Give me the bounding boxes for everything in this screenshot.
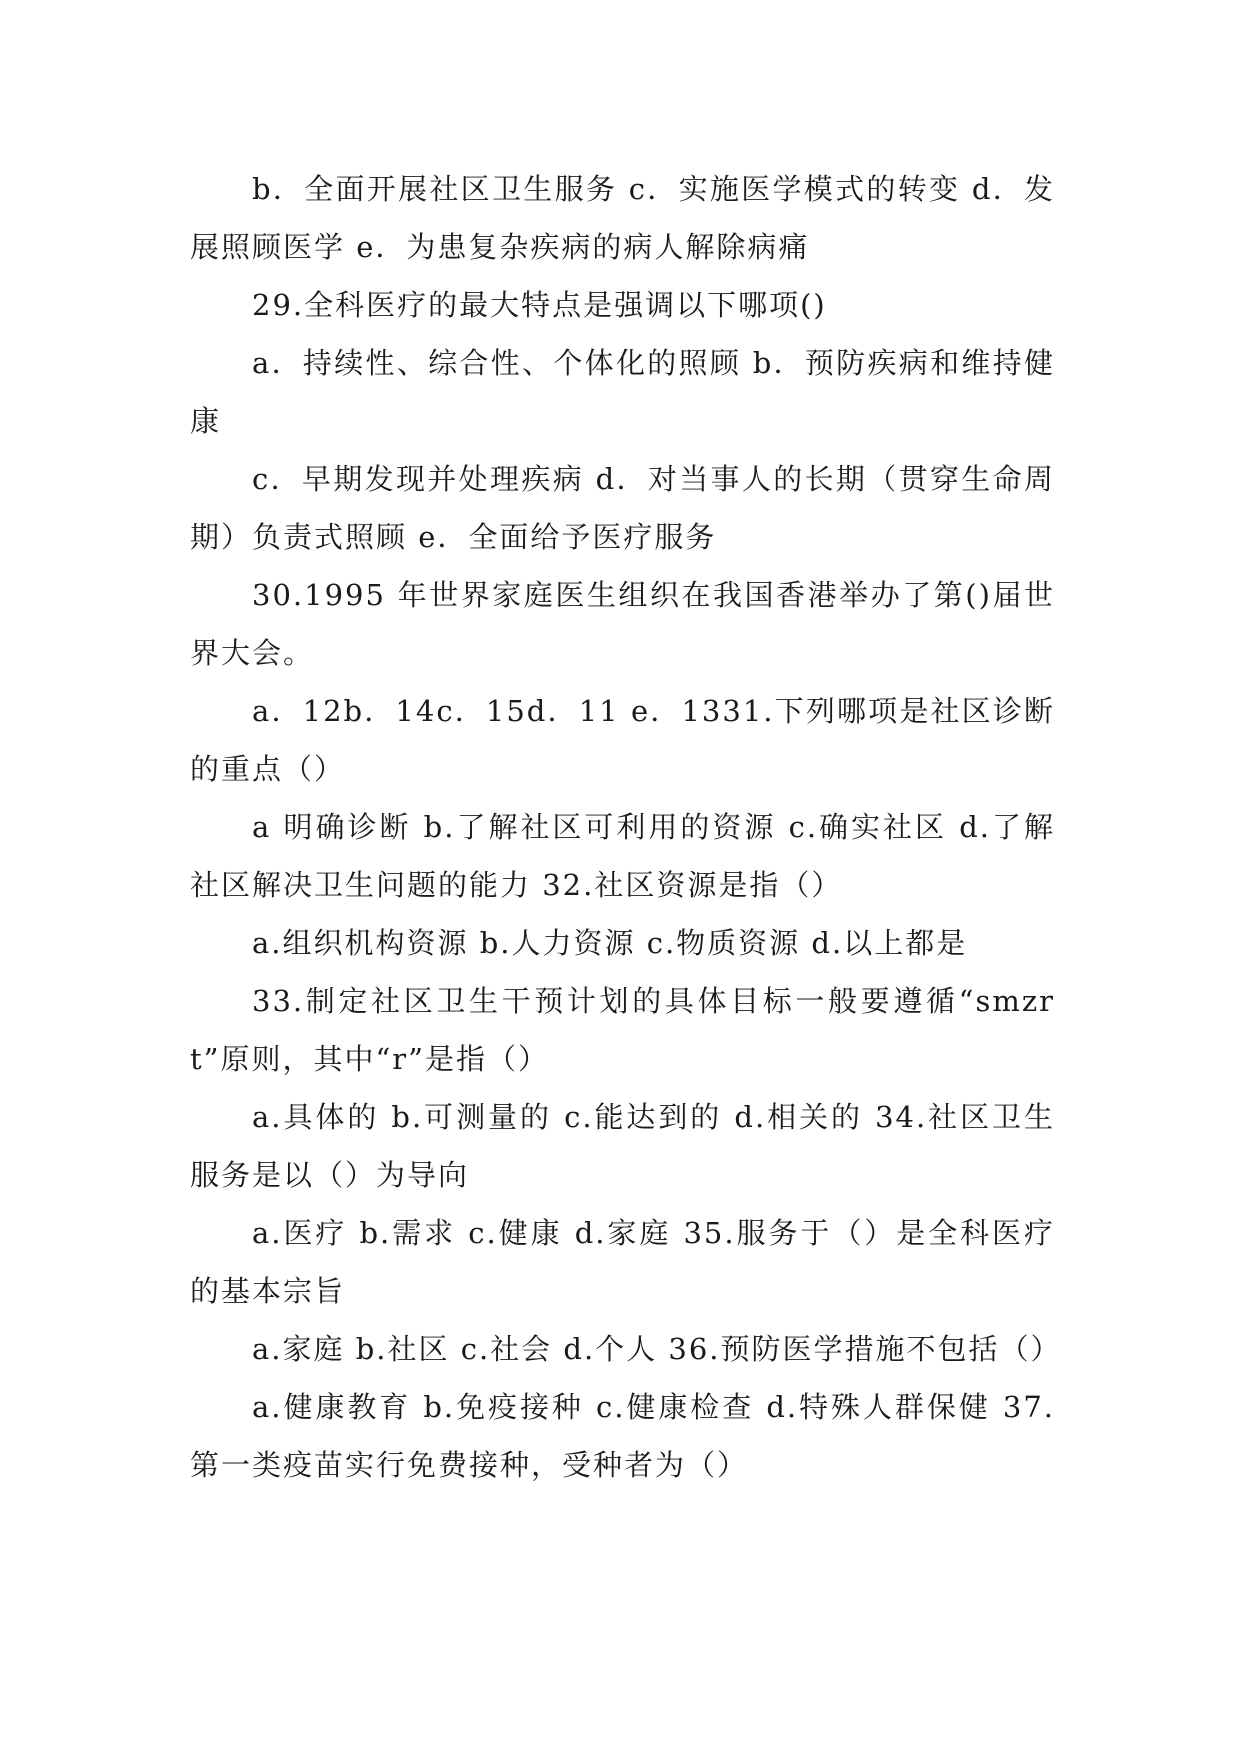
paragraph-options-35-question-36: a.家庭 b.社区 c.社会 d.个人 36.预防医学措施不包括（） (252, 1332, 1062, 1366)
paragraph-options-36-question-37: a.健康教育 b.免疫接种 c.健康检查 d.特殊人群保健 37.第一类疫苗实行免费接种，受种者为（） (190, 1390, 1055, 1482)
paragraph-question-33: 33.制定社区卫生干预计划的具体目标一般要遵循“smzrt”原则，其中“r”是指（） (190, 984, 1055, 1076)
paragraph-options-32: a.组织机构资源 b.人力资源 c.物质资源 d.以上都是 (252, 926, 968, 960)
paragraph-options-28-bcde: b．全面开展社区卫生服务 c．实施医学模式的转变 d．发展照顾医学 e．为患复杂疾病的病人解除病痛 (190, 172, 1055, 264)
paragraph-options-29-cde: c．早期发现并处理疾病 d．对当事人的长期（贯穿生命周期）负责式照顾 e．全面给予医疗服务 (190, 462, 1055, 554)
paragraph-options-34-question-35: a.医疗 b.需求 c.健康 d.家庭 35.服务于（）是全科医疗的基本宗旨 (190, 1216, 1055, 1308)
paragraph-options-29-ab: a．持续性、综合性、个体化的照顾 b．预防疾病和维持健康 (190, 346, 1055, 438)
paragraph-question-29: 29.全科医疗的最大特点是强调以下哪项() (252, 288, 827, 322)
document-body (190, 160, 1062, 1494)
paragraph-options-31-question-32: a 明确诊断 b.了解社区可利用的资源 c.确实社区 d.了解社区解决卫生问题的能力 32.社区资源是指（） (190, 810, 1055, 902)
paragraph-options-33-question-34: a.具体的 b.可测量的 c.能达到的 d.相关的 34.社区卫生服务是以（）为导向 (190, 1100, 1055, 1192)
paragraph-options-30-question-31: a．12b．14c．15d．11 e．1331.下列哪项是社区诊断的重点（） (190, 694, 1055, 786)
paragraph-question-30: 30.1995 年世界家庭医生组织在我国香港举办了第()届世界大会。 (190, 578, 1055, 670)
